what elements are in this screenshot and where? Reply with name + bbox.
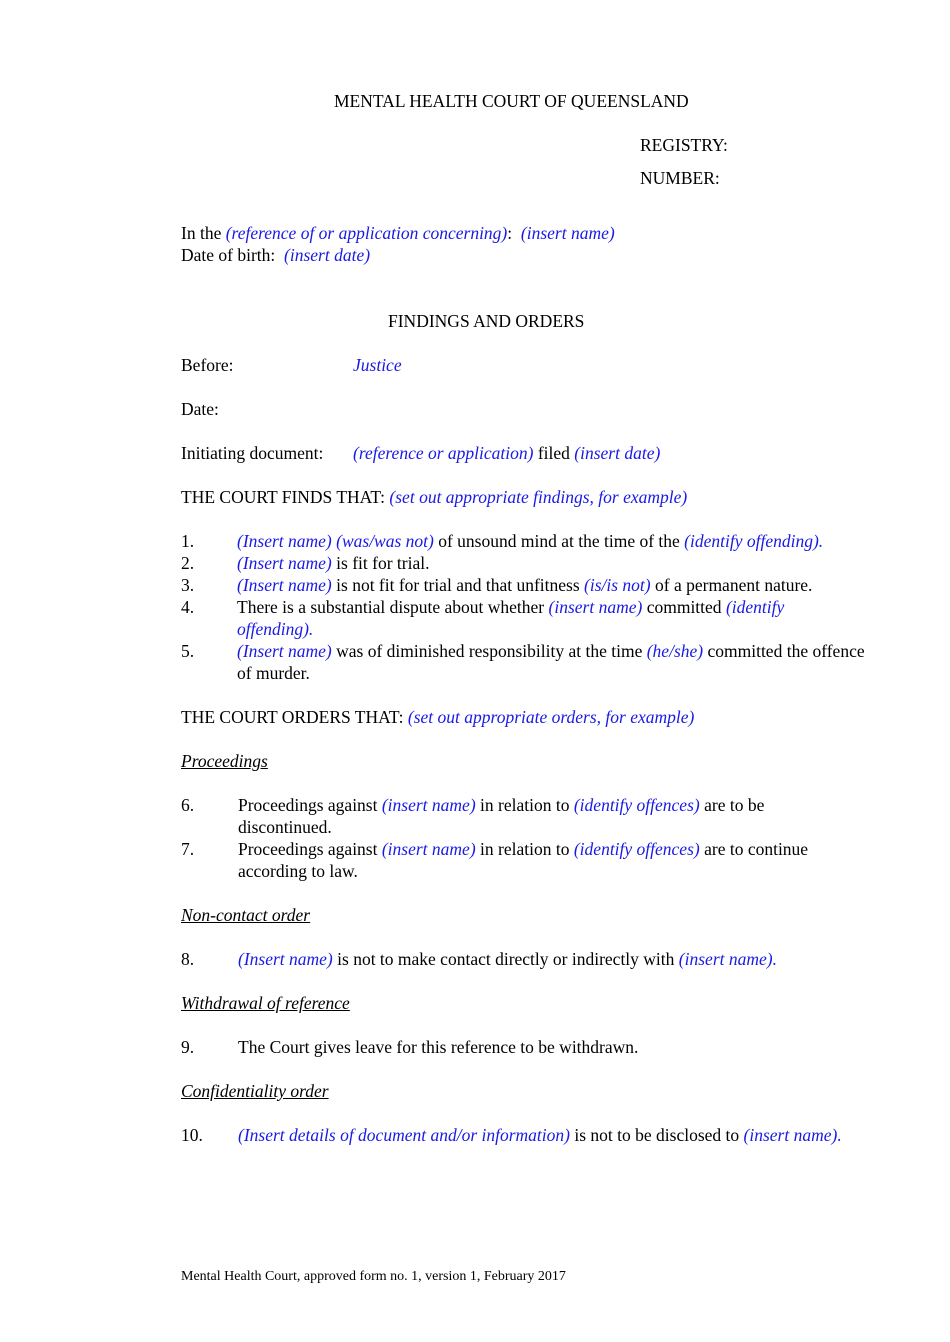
date-label: Date: [181, 399, 219, 419]
item-text [238, 794, 828, 838]
placeholder: (Insert name) [237, 553, 332, 573]
initiating-label: Initiating document: [181, 443, 324, 463]
number-label: NUMBER: [640, 168, 720, 188]
filed-text: filed [537, 443, 570, 463]
text: The Court gives leave for this reference to be withdrawn. [238, 1037, 639, 1057]
item-text [237, 574, 887, 596]
justice-placeholder: Justice [353, 355, 402, 375]
placeholder: (insert name). [678, 949, 777, 969]
text: are to be discontinued. [238, 795, 765, 837]
item-text [238, 1124, 853, 1146]
initiating-ref-placeholder: (reference or application) [353, 443, 534, 463]
dob-placeholder: (insert date) [284, 245, 371, 265]
placeholder: (identify offending). [237, 597, 785, 639]
item-text [238, 838, 878, 882]
before-label: Before: [181, 355, 234, 375]
findings-heading-text: THE COURT FINDS THAT: [181, 487, 386, 507]
reference-placeholder: (reference of or application concerning) [225, 223, 508, 243]
placeholder: (identify offences) [573, 795, 700, 815]
proceedings-heading: Proceedings [181, 751, 268, 771]
item-number: 7. [181, 839, 195, 859]
item-number: 6. [181, 795, 195, 815]
text: Proceedings against [238, 795, 382, 815]
text: is not to make contact directly or indirectly with [332, 949, 679, 969]
text: is fit for trial. [331, 553, 430, 573]
placeholder: (he/she) [646, 641, 704, 661]
confidentiality-heading: Confidentiality order [181, 1081, 329, 1101]
footer-text: Mental Health Court, approved form no. 1, version 1, February 2017 [181, 1269, 566, 1284]
item-number: 3. [181, 575, 195, 595]
text: committed the offence of murder. [237, 641, 865, 683]
placeholder: (Insert details of document and/or information) [238, 1125, 570, 1145]
text: are to continue according to law. [238, 839, 809, 881]
name-placeholder: (insert name) [520, 223, 615, 243]
placeholder: (identify offences) [573, 839, 700, 859]
text: There is a substantial dispute about whether [237, 597, 549, 617]
text: of a permanent nature. [650, 575, 813, 595]
item-number: 2. [181, 553, 195, 573]
item-number: 1. [181, 531, 195, 551]
in-the-text: In the [181, 223, 222, 243]
item-text [238, 1036, 888, 1058]
withdrawal-heading: Withdrawal of reference [181, 993, 350, 1013]
non-contact-heading: Non-contact order [181, 905, 311, 925]
findings-heading-note: (set out appropriate findings, for example) [389, 487, 688, 507]
dob-label: Date of birth: [181, 245, 276, 265]
item-text [237, 552, 887, 574]
item-number: 10. [181, 1125, 203, 1145]
text: is not fit for trial and that unfitness [331, 575, 585, 595]
orders-heading [181, 706, 694, 728]
orders-heading-text: THE COURT ORDERS THAT: [181, 707, 404, 727]
text: in relation to [475, 839, 574, 859]
registry-label: REGISTRY: [640, 135, 728, 155]
placeholder: (Insert name) [237, 575, 332, 595]
item-text [237, 596, 847, 640]
placeholder: (insert name). [743, 1125, 842, 1145]
placeholder: (Insert name) [237, 641, 332, 661]
initiating-line [353, 442, 660, 464]
item-text [238, 948, 888, 970]
item-text [237, 640, 877, 684]
placeholder: (insert name) [548, 597, 643, 617]
text: committed [642, 597, 726, 617]
colon: : [507, 223, 513, 243]
item-number: 4. [181, 597, 195, 617]
text: of unsound mind at the time of the [433, 531, 685, 551]
placeholder: (is/is not) [584, 575, 651, 595]
court-name: MENTAL HEALTH COURT OF QUEENSLAND [334, 91, 689, 111]
item-number: 9. [181, 1037, 195, 1057]
findings-heading [181, 486, 687, 508]
placeholder: (insert name) [381, 795, 476, 815]
placeholder: (insert name) [381, 839, 476, 859]
placeholder: (Insert name) (was/was not) [237, 531, 434, 551]
placeholder: (Insert name) [238, 949, 333, 969]
text: in relation to [475, 795, 574, 815]
item-number: 8. [181, 949, 195, 969]
document-title: FINDINGS AND ORDERS [388, 311, 585, 331]
dob-line [181, 244, 370, 266]
placeholder: (identify offending). [684, 531, 824, 551]
party-line [181, 222, 615, 244]
initiating-date-placeholder: (insert date) [574, 443, 661, 463]
orders-heading-note: (set out appropriate orders, for example) [407, 707, 695, 727]
text: Proceedings against [238, 839, 382, 859]
item-number: 5. [181, 641, 195, 661]
text: is not to be disclosed to [570, 1125, 744, 1145]
text: was of diminished responsibility at the time [331, 641, 647, 661]
item-text [237, 530, 887, 552]
